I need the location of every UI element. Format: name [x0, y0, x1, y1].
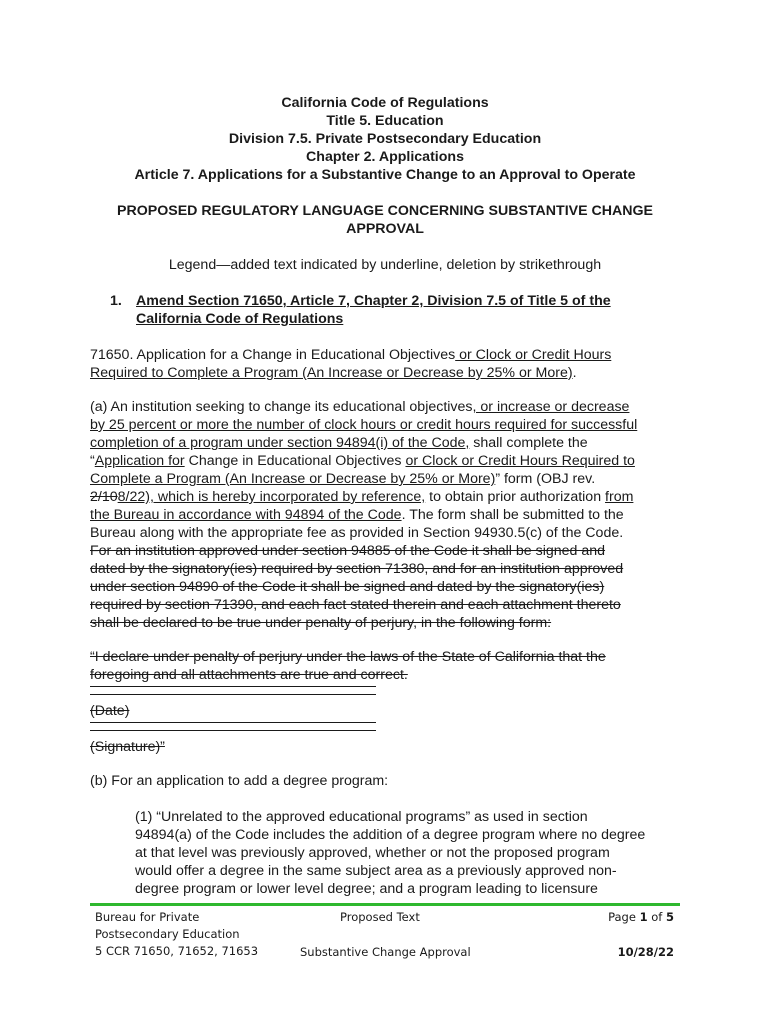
signature-rule-strike [90, 730, 376, 731]
proposed-heading-line-1: PROPOSED REGULATORY LANGUAGE CONCERNING SUBSTANTIVE CHANGE [116, 203, 653, 219]
footer-left [95, 909, 258, 960]
para-a-struck-line: dated by the signatory(ies) required by section 71380, and for an institution approved [90, 561, 624, 577]
section-title [90, 346, 680, 382]
paragraph-b1 [135, 808, 680, 898]
legend: Legend—added text indicated by underline, deletion by strikethrough [168, 257, 602, 273]
para-a-l1-added: , or increase or decrease [472, 399, 630, 415]
para-a-l4-quote: “ [90, 453, 95, 469]
para-a-l6-added-2: , which is hereby incorporated by reference, [149, 489, 426, 505]
doc-title-line-2: Title 5. Education [326, 113, 444, 129]
footer-divider [90, 903, 680, 906]
para-a-struck-line: For an institution approved under section 94885 of the Code it shall be signed and [90, 543, 606, 559]
doc-title-line-5: Article 7. Applications for a Substantive Change to an Approval to Operate [134, 167, 636, 183]
section-title-end: . [572, 365, 577, 381]
declaration [90, 648, 680, 684]
para-b1-line: would offer a degree in the same subject area as a previously approved non- [135, 863, 617, 879]
footer-ccr: 5 CCR 71650, 71652, 71653 [95, 944, 259, 958]
date-rule-strike [90, 694, 376, 695]
proposed-heading-line-2: APPROVAL [346, 221, 424, 237]
para-a-l6-added-3: from [605, 489, 634, 505]
doc-title-line-4: Chapter 2. Applications [306, 149, 464, 165]
footer-bureau-line-1: Bureau for Private [95, 910, 200, 924]
signature-rule [90, 722, 376, 723]
para-a-l3-added: completion of a program under section 94894(i) of the Code, [90, 435, 470, 451]
para-a-l4-added-2: or Clock or Credit Hours Required to [405, 453, 635, 469]
amend-number: 1. [110, 293, 122, 309]
para-a-l3-plain: shall complete the [469, 435, 588, 451]
paragraph-a [90, 398, 680, 632]
para-a-struck-line: required by section 71390, and each fact stated therein and each attachment thereto [90, 597, 621, 613]
para-b1-line: 94894(a) of the Code includes the addition of a degree program where no degree [135, 827, 646, 843]
para-a-l8-plain: Bureau along with the appropriate fee as provided in Section 94930.5(c) of the Code. [90, 525, 624, 541]
footer-bureau-line-2: Postsecondary Education [95, 927, 240, 941]
para-a-l6-struck: 2/10 [90, 489, 118, 505]
para-a-l6-added-1: 8/22) [117, 489, 150, 505]
footer-page-number [560, 909, 674, 926]
para-a-l5-plain: ” form (OBJ rev. [495, 471, 596, 487]
section-title-plain: 71650. Application for a Change in Educational Objectives [90, 347, 456, 363]
declaration-line-1: “I declare under penalty of perjury under the laws of the State of California that the [90, 649, 606, 665]
para-a-l6-plain: to obtain prior authorization [425, 489, 606, 505]
page-prefix: Page [608, 910, 640, 924]
date-label: (Date) [90, 703, 130, 719]
section-title-added-1: or Clock or Credit Hours [455, 347, 612, 363]
para-a-l1-plain: (a) An institution seeking to change its educational objectives [90, 399, 473, 415]
paragraph-b: (b) For an application to add a degree program: [90, 773, 389, 789]
signature-label: (Signature)” [90, 739, 165, 755]
para-a-l4-plain: Change in Educational Objectives [184, 453, 406, 469]
para-a-l7-plain: . The form shall be submitted to the [401, 507, 624, 523]
amend-line-1: Amend Section 71650, Article 7, Chapter 2, Division 7.5 of Title 5 of the [136, 293, 611, 309]
para-b1-line: at that level was previously approved, whether or not the proposed program [135, 845, 610, 861]
para-a-l4-added-1: Application for [94, 453, 185, 469]
date-rule [90, 686, 376, 687]
para-b1-line: (1) “Unrelated to the approved educational programs” as used in section [135, 809, 588, 825]
doc-title-line-1: California Code of Regulations [281, 95, 489, 111]
section-title-added-2: Required to Complete a Program (An Increase or Decrease by 25% or More) [90, 365, 573, 381]
footer-date: 10/28/22 [617, 945, 674, 959]
page-current: 1 [639, 910, 648, 924]
para-b1-line: degree program or lower level degree; and a program leading to licensure [135, 881, 598, 897]
amend-line-2: California Code of Regulations [136, 311, 344, 327]
footer-proposed-text: Proposed Text [340, 910, 420, 924]
para-a-struck-line: shall be declared to be true under penalty of perjury, in the following form: [90, 615, 552, 631]
doc-title-line-3: Division 7.5. Private Postsecondary Education [228, 131, 542, 147]
page-total: 5 [665, 910, 674, 924]
para-a-l7-added: the Bureau in accordance with 94894 of the Code [90, 507, 402, 523]
para-a-l5-added: Complete a Program (An Increase or Decrease by 25% or More) [90, 471, 496, 487]
para-a-struck-line: under section 94890 of the Code it shall be signed and dated by the signatory(ies) [90, 579, 605, 595]
page-of: of [647, 910, 666, 924]
declaration-line-2: foregoing and all attachments are true and correct. [90, 667, 408, 683]
para-a-l2-added: by 25 percent or more the number of clock hours or credit hours required for successful [90, 417, 638, 433]
amend-text [136, 292, 676, 328]
footer-doc-name: Substantive Change Approval [300, 945, 471, 959]
